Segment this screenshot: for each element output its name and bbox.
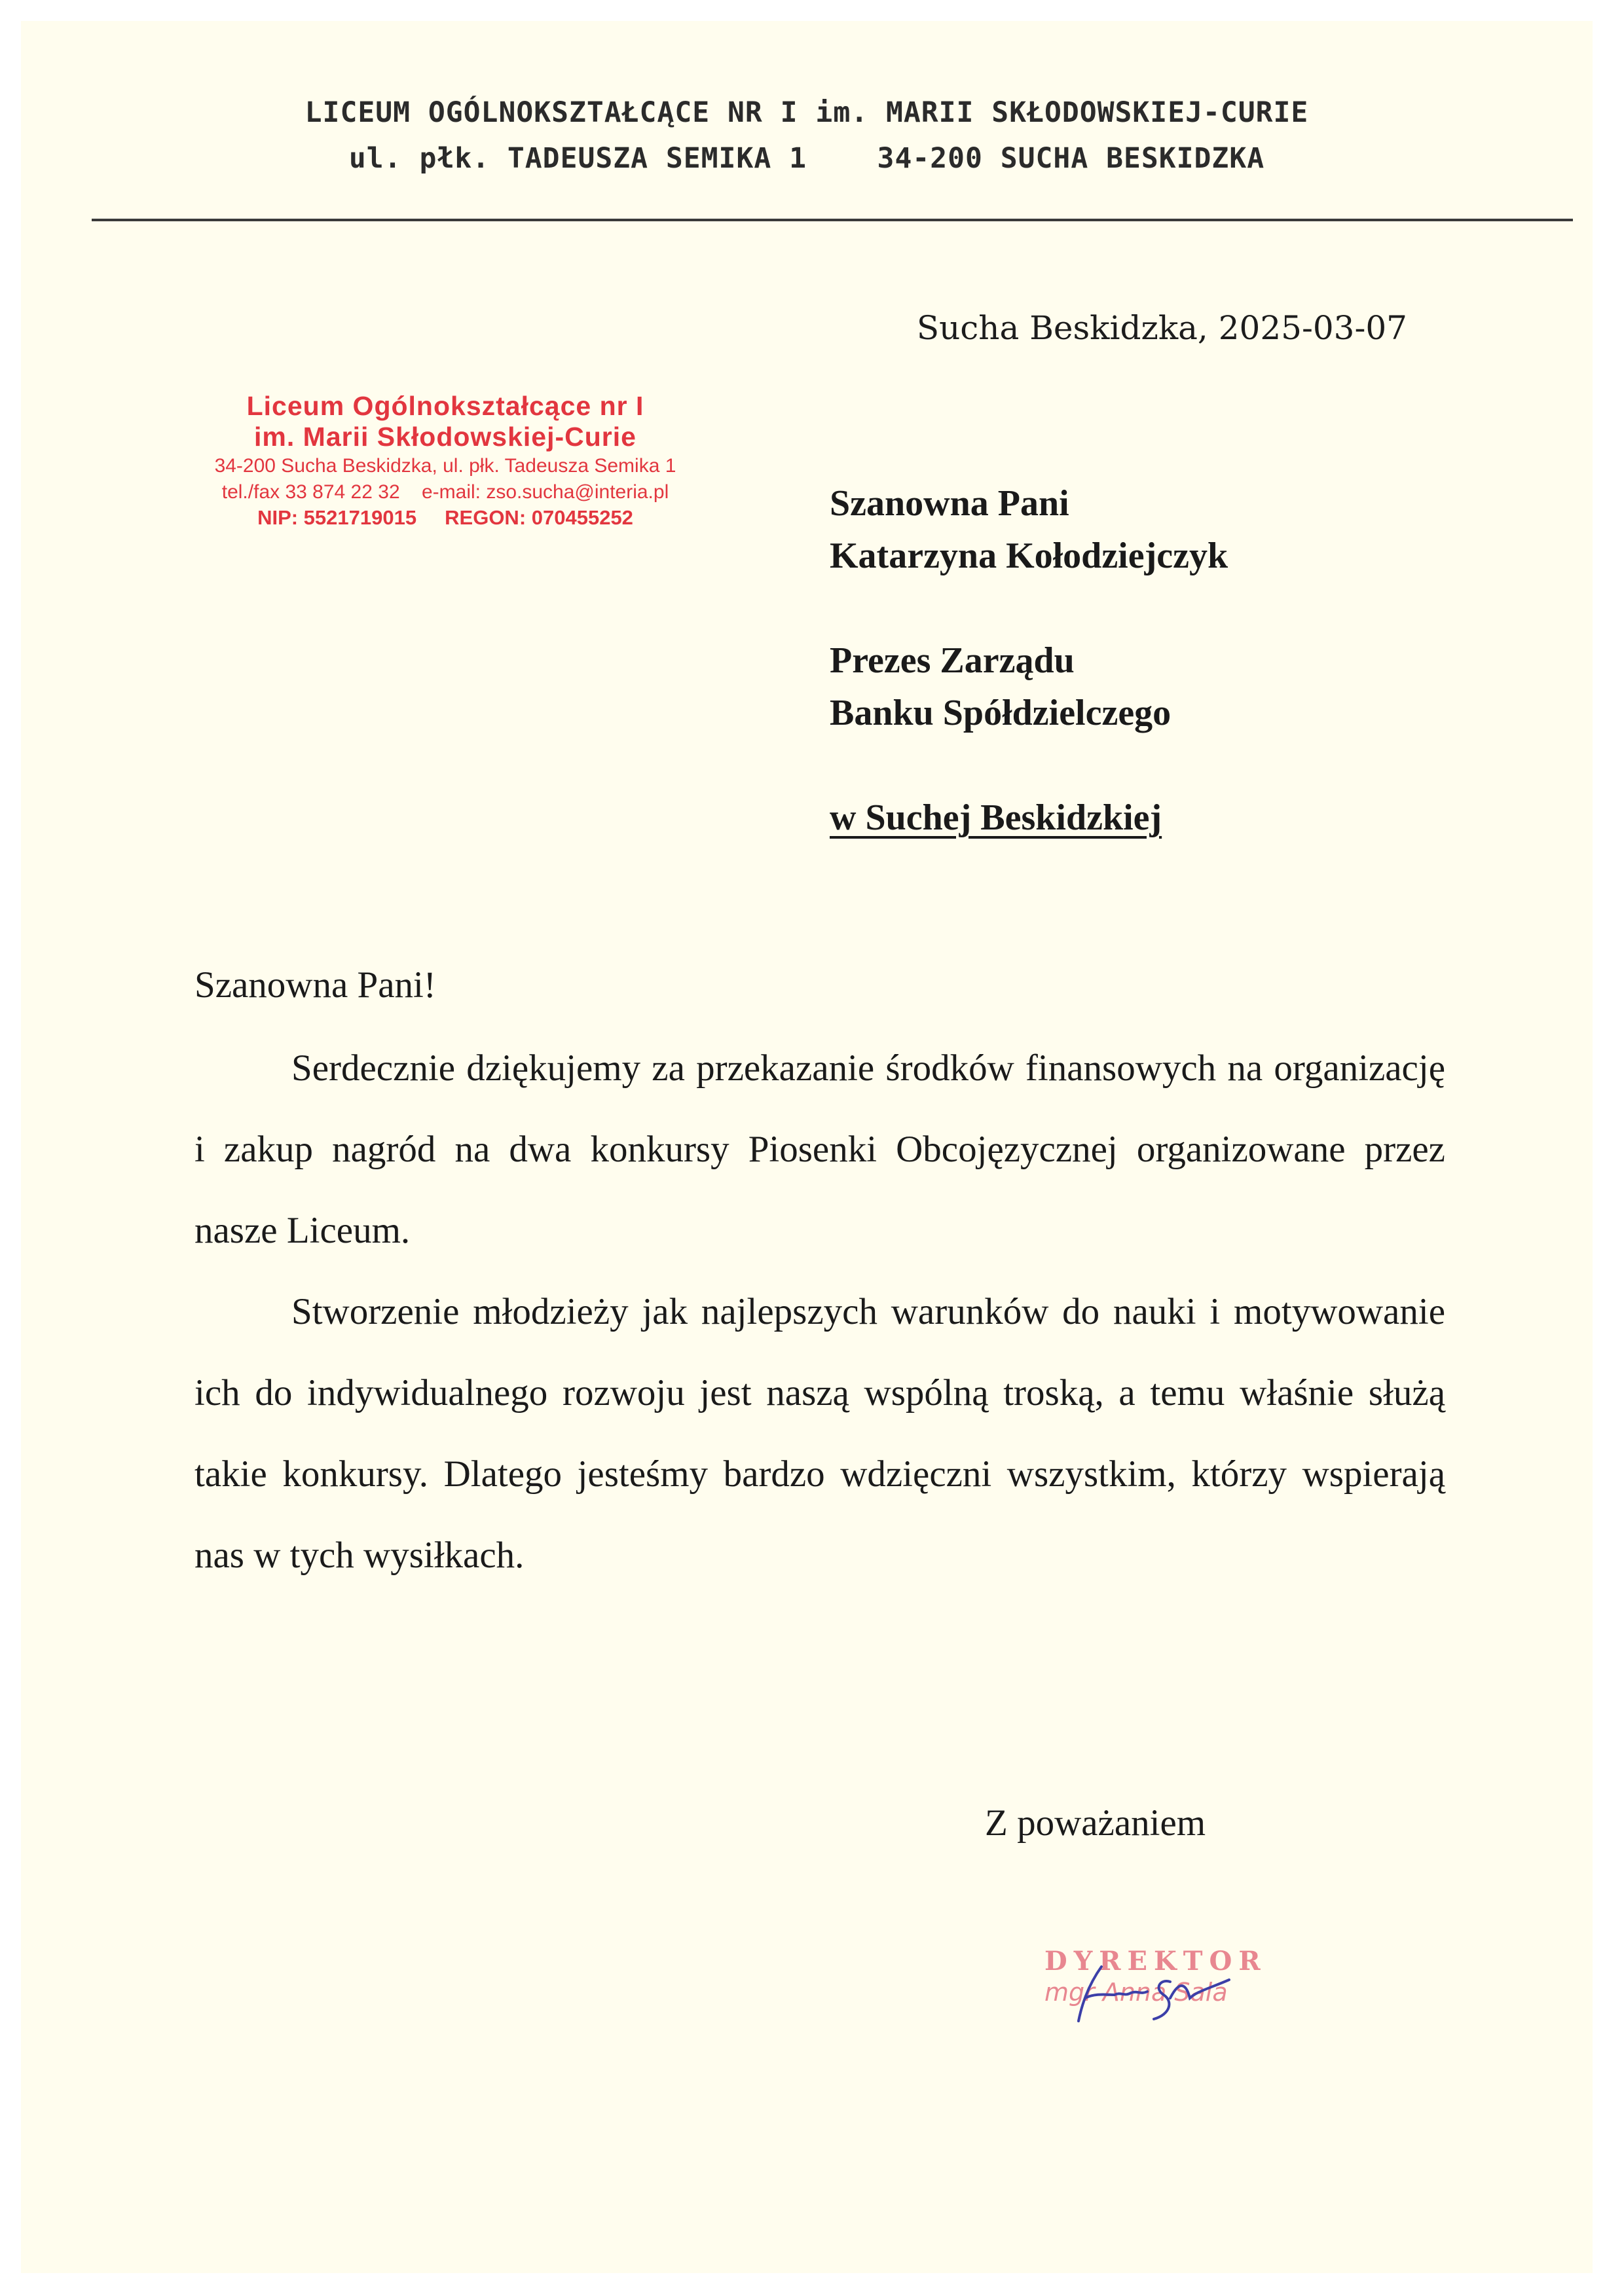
- recipient-name: Katarzyna Kołodziejczyk: [830, 536, 1228, 576]
- stamp-title: DYREKTOR: [1044, 1946, 1267, 1977]
- letter-greeting: Szanowna Pani!: [194, 964, 436, 1006]
- recipient-position-2: Banku Spółdzielczego: [830, 693, 1172, 733]
- letter-page: [21, 21, 1593, 2273]
- stamp-address: 34-200 Sucha Beskidzka, ul. płk. Tadeusza Semika 1: [214, 455, 676, 477]
- stamp-patron: im. Marii Skłodowskiej-Curie: [254, 422, 637, 452]
- body-paragraph: Serdecznie dziękujemy za przekazanie środków finansowych na organizację i zakup nagród na dwa konkursy Piosenki Obcojęzycznej organizowane przez nasze Liceum.: [194, 1048, 1445, 1251]
- handwritten-signature: [1056, 1959, 1252, 2031]
- recipient-location: w Suchej Beskidzkiej: [830, 797, 1162, 838]
- recipient-salutation: Szanowna Pani: [830, 483, 1069, 524]
- school-stamp: [183, 391, 707, 530]
- stamp-director-name: mgr Anna Sala: [1044, 1978, 1228, 2007]
- letter-body: [194, 1028, 1445, 1596]
- letterhead-divider: [92, 219, 1573, 221]
- date-line: Sucha Beskidzka, 2025-03-07: [916, 309, 1407, 347]
- letterhead-school-name: LICEUM OGÓLNOKSZTAŁCĄCE NR I im. MARII SKŁODOWSKIEJ-CURIE: [304, 96, 1309, 129]
- letter-closing: Z poważaniem: [985, 1802, 1206, 1844]
- stamp-school-name: Liceum Ogólnokształcące nr I: [246, 391, 644, 421]
- body-paragraph: Stworzenie młodzieży jak najlepszych warunków do nauki i motywowanie ich do indywidualnego rozwoju jest naszą wspólną troską, a temu właśnie służą takie konkursy. Dlatego jesteśmy bardzo wdzięczni wszystkim, którzy wspierają nas w tych wysiłkach.: [194, 1291, 1445, 1576]
- stamp-contact: tel./fax 33 874 22 32 e-mail: zso.sucha@interia.pl: [221, 481, 669, 503]
- stamp-ids: NIP: 5521719015 REGON: 070455252: [257, 506, 633, 529]
- letterhead-address: ul. płk. TADEUSZA SEMIKA 1 34-200 SUCHA BESKIDZKA: [348, 142, 1265, 175]
- recipient-position-1: Prezes Zarządu: [830, 640, 1075, 681]
